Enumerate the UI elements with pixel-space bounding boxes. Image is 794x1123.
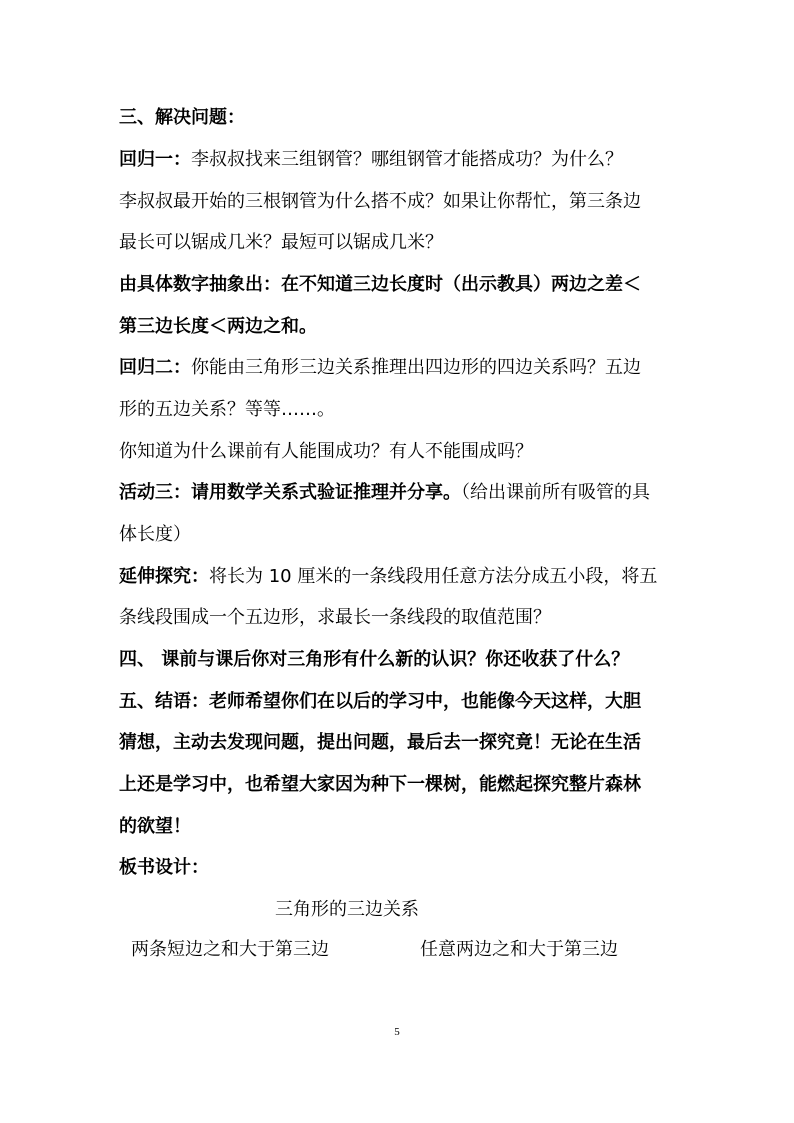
return2-paragraph bbox=[119, 356, 641, 380]
activity3-label: 活动三：请用数学关系式验证推理并分享。 bbox=[119, 482, 461, 503]
board-title: 三角形的三边关系 bbox=[275, 899, 419, 920]
return1-text: 李叔叔找来三组钢管？哪组钢管才能搭成功？为什么？ bbox=[191, 149, 623, 170]
abstract-line-1: 由具体数字抽象出：在不知道三边长度时（出示教具）两边之差＜ bbox=[119, 274, 641, 295]
section4-text: 四、 课前与课后你对三角形有什么新的认识？你还收获了什么？ bbox=[119, 649, 630, 670]
why-line: 你知道为什么课前有人能围成功？有人不能围成吗？ bbox=[119, 441, 533, 462]
activity3-text: （给出课前所有吸管的具 bbox=[461, 482, 650, 503]
board-design-label: 板书设计： bbox=[119, 857, 209, 878]
board-right-text: 任意两边之和大于第三边 bbox=[420, 939, 618, 960]
return2-line-2: 形的五边关系？等等……。 bbox=[119, 399, 335, 420]
section5-line-1: 五、结语：老师希望你们在以后的学习中，也能像今天这样，大胆 bbox=[119, 691, 641, 712]
extend-text: 将长为 10 厘米的一条线段用任意方法分成五小段，将五 bbox=[209, 566, 658, 587]
section5-line-4: 的欲望！ bbox=[119, 816, 191, 837]
section5-line-2: 猜想，主动去发现问题，提出问题，最后去一探究竟！无论在生活 bbox=[119, 732, 641, 753]
board-left-text: 两条短边之和大于第三边 bbox=[131, 939, 329, 960]
extend-line-2: 条线段围成一个五边形，求最长一条线段的取值范围？ bbox=[119, 607, 551, 628]
extend-label: 延伸探究： bbox=[119, 566, 209, 587]
page-number: 5 bbox=[394, 1026, 400, 1038]
section5-line-3: 上还是学习中，也希望大家因为种下一棵树，能燃起探究整片森林 bbox=[119, 774, 641, 795]
section3-heading: 三、解决问题： bbox=[119, 107, 245, 128]
return1-label: 回归一： bbox=[119, 149, 191, 170]
extend-paragraph bbox=[119, 565, 657, 589]
question-line-1: 李叔叔最开始的三根钢管为什么搭不成？如果让你帮忙，第三条边 bbox=[119, 191, 641, 212]
question-line-2: 最长可以锯成几米？最短可以锯成几米？ bbox=[119, 232, 443, 253]
abstract-line-2: 第三边长度＜两边之和。 bbox=[119, 316, 317, 337]
return2-text: 你能由三角形三边关系推理出四边形的四边关系吗？五边 bbox=[191, 357, 641, 378]
activity3-line-2: 体长度） bbox=[119, 524, 191, 545]
return1-paragraph bbox=[119, 148, 623, 172]
activity3-paragraph bbox=[119, 481, 650, 505]
return2-label: 回归二： bbox=[119, 357, 191, 378]
